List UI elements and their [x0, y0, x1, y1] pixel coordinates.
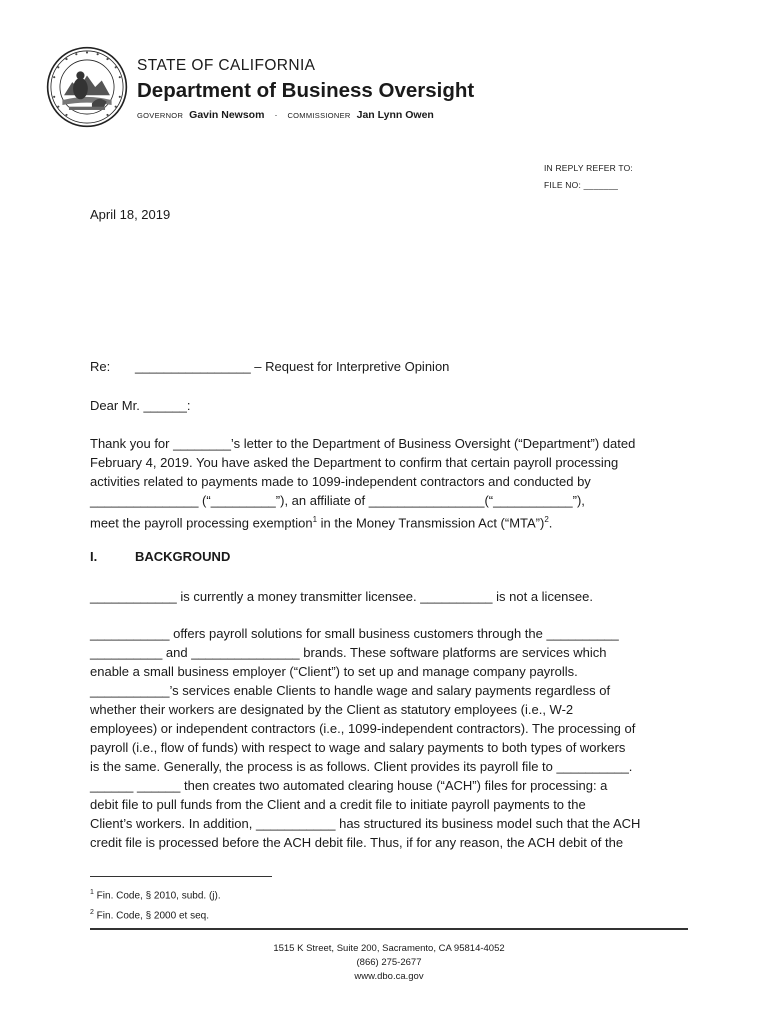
- commissioner-name: Jan Lynn Owen: [356, 109, 434, 121]
- letter-date: April 18, 2019: [90, 207, 171, 222]
- footnote-mark: 1: [90, 889, 94, 896]
- footnote-mark: 2: [90, 909, 94, 917]
- background-paragraph: [90, 624, 682, 852]
- paragraph-line: ___________’s services enable Clients to handle wage and salary payments regardless of: [90, 683, 611, 698]
- re-subject: ________________ – Request for Interpretive Opinion: [135, 359, 450, 374]
- state-name: STATE OF CALIFORNIA: [137, 57, 316, 74]
- footer-address: 1515 K Street, Suite 200, Sacramento, CA 95814-4052: [273, 943, 505, 954]
- reply-reference: [544, 160, 633, 194]
- governor-name: Gavin Newsom: [189, 109, 265, 121]
- paragraph-line: whether their workers are designated by the Client as statutory employees (i.e., W-2: [90, 702, 574, 717]
- department-name: Department of Business Oversight: [137, 79, 475, 102]
- paragraph-line: February 4, 2019. You have asked the Department to confirm that certain payroll processing: [90, 455, 619, 470]
- licensee-paragraph: [90, 587, 682, 606]
- officials-line: [137, 109, 434, 121]
- paragraph-line: payroll (i.e., flow of funds) with respect to wage and salary payments to both types of workers: [90, 740, 626, 755]
- footer-phone: (866) 275-2677: [356, 957, 422, 968]
- text-span: in the Money Transmission Act (“MTA”): [317, 515, 545, 531]
- paragraph-line: employees) or independent contractors (i.e., 1099-independent contractors). The processing of: [90, 721, 636, 736]
- footnotes: [90, 884, 221, 925]
- subject-line: [90, 359, 449, 374]
- paragraph-line: activities related to payments made to 1099-independent contractors and conducted by: [90, 474, 591, 489]
- intro-paragraph: [90, 434, 682, 532]
- footnote-text: Fin. Code, § 2000 et seq.: [93, 910, 209, 922]
- paragraph-line: _______________ (“_________”), an affiliate of ________________(“___________”),: [90, 493, 585, 508]
- paragraph-line: __________ and _______________ brands. These software platforms are services which: [90, 645, 607, 660]
- paragraph-line: debit file to pull funds from the Client and a credit file to initiate payroll payments to the: [90, 797, 586, 812]
- text-span: .: [548, 515, 553, 531]
- commissioner-role: COMMISSIONER: [287, 111, 351, 120]
- section-title: BACKGROUND: [135, 549, 231, 564]
- governor-role: GOVERNOR: [137, 111, 184, 120]
- paragraph-line: ______ ______ then creates two automated clearing house (“ACH”) files for processing: a: [90, 778, 608, 793]
- footer-divider: [90, 928, 688, 930]
- text-span: meet the payroll processing exemption: [90, 515, 313, 531]
- section-number: I.: [90, 549, 98, 564]
- footnote: [90, 884, 221, 904]
- footnote-divider: [90, 876, 272, 877]
- paragraph-line: is the same. Generally, the process is as follows. Client provides its payroll file to __________.: [90, 759, 633, 774]
- california-seal-icon: [46, 46, 128, 128]
- separator-dot: ·: [274, 110, 278, 120]
- paragraph-line: [90, 510, 682, 532]
- paragraph-line: Client’s workers. In addition, ___________ has structured its business model such that the ACH: [90, 816, 641, 831]
- footnote-ref: 1: [312, 515, 318, 524]
- paragraph-line: enable a small business employer (“Client”) to set up and manage company payrolls.: [90, 664, 578, 679]
- paragraph-line: credit file is processed before the ACH debit file. Thus, if for any reason, the ACH debit of the: [90, 835, 624, 850]
- paragraph-line: ____________ is currently a money transmitter licensee. __________ is not a licensee.: [90, 589, 593, 604]
- section-heading: [90, 549, 230, 564]
- reply-line: IN REPLY REFER TO:: [544, 163, 633, 173]
- footnote-text: Fin. Code, § 2010, subd. (j).: [93, 890, 221, 902]
- re-label: Re:: [90, 359, 111, 374]
- file-number: FILE NO: _______: [544, 180, 619, 190]
- salutation: Dear Mr. ______:: [90, 398, 191, 413]
- footer-website[interactable]: www.dbo.ca.gov: [354, 971, 424, 982]
- paragraph-line: Thank you for ________’s letter to the Department of Business Oversight (“Department”) dated: [90, 436, 636, 451]
- footnote-ref: 2: [544, 515, 549, 524]
- paragraph-line: ___________ offers payroll solutions for small business customers through the __________: [90, 626, 619, 641]
- page-footer: [90, 942, 688, 984]
- footnote: [90, 904, 221, 924]
